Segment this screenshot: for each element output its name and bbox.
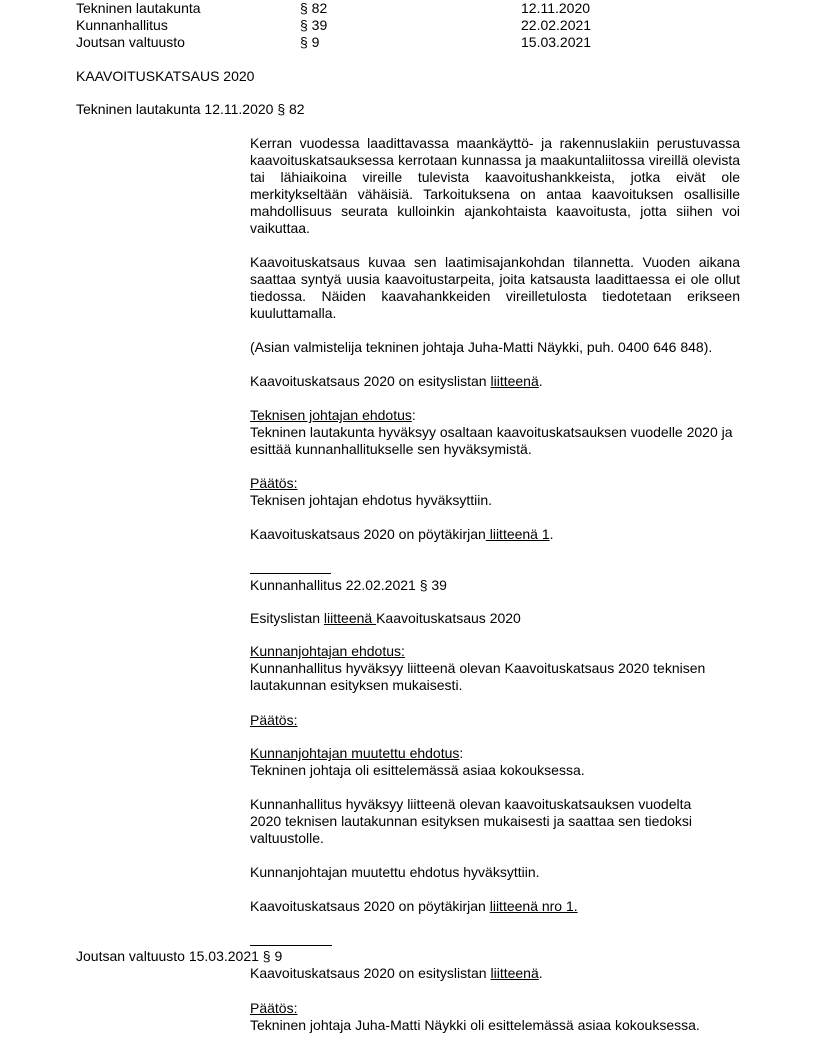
- board-paragraph-2: Kaavoituskatsaus kuvaa sen laatimisajankohdan tilannetta. Vuoden aikana saattaa syntyä uusia kaavoitustarpeita, joita katsausta laadittaessa ei ole ollut tiedossa. Näiden kaavahankkeiden vireilletulosta tiedotetaan erikseen kuuluttamalla.: [250, 254, 740, 321]
- council-approval-text: Kunnanhallitus hyväksyy liitteenä olevan kaavoituskatsauksen vuodelta 2020 teknisen lautakunnan esityksen mukaisesti ja saattaa sen tiedoksi valtuustolle.: [250, 796, 693, 846]
- council-modified-colon: :: [459, 745, 464, 761]
- section-divider-1: [250, 573, 331, 574]
- council-proposal-text: Kunnanhallitus hyväksyy liitteenä olevan Kaavoituskatsaus 2020 teknisen lautakunnan esityksen mukaisesti.: [250, 660, 706, 693]
- board-minutes-end: .: [549, 526, 554, 542]
- board-attachment-end: .: [538, 373, 543, 389]
- board-proposal-colon: :: [411, 407, 416, 423]
- board-minutes-text: Kaavoituskatsaus 2020 on pöytäkirjan: [250, 526, 486, 542]
- header-date-2: 22.02.2021: [521, 17, 592, 33]
- board-minutes-line: [250, 526, 740, 543]
- header-section-3: § 9: [300, 34, 320, 50]
- council-agenda-suffix: Kaavoituskatsaus 2020: [376, 610, 521, 626]
- header-body-2: Kunnanhallitus: [76, 17, 168, 33]
- assembly-decision-label: Päätös:: [250, 1000, 298, 1016]
- council-agenda-link[interactable]: liitteenä: [323, 610, 377, 626]
- board-attachment-link[interactable]: liitteenä: [490, 373, 539, 389]
- council-minutes-link[interactable]: liitteenä nro 1.: [489, 898, 578, 914]
- assembly-decision-text: Tekninen johtaja Juha-Matti Näykki oli esittelemässä asiaa kokouksessa.: [250, 1017, 700, 1033]
- council-modified-label: Kunnanjohtajan muutettu ehdotus: [250, 745, 460, 761]
- header-date-3: 15.03.2021: [521, 34, 592, 50]
- council-modified-text: Tekninen johtaja oli esittelemässä asiaa kokouksessa.: [250, 762, 585, 778]
- council-heading: Kunnanhallitus 22.02.2021 § 39: [250, 577, 447, 593]
- assembly-attachment-text: Kaavoituskatsaus 2020 on esityslistan: [250, 965, 491, 981]
- council-agenda-line: [250, 610, 740, 627]
- council-agenda-prefix: Esityslistan: [250, 610, 324, 626]
- document-title: KAAVOITUSKATSAUS 2020: [76, 68, 255, 84]
- header-date-1: 12.11.2020: [521, 0, 591, 16]
- header-body-3: Joutsan valtuusto: [76, 34, 185, 50]
- assembly-attachment-line: [250, 965, 740, 982]
- council-minutes-text: Kaavoituskatsaus 2020 on pöytäkirjan: [250, 898, 490, 914]
- board-decision-label: Päätös:: [250, 475, 298, 491]
- council-decision-label: Päätös:: [250, 712, 298, 728]
- board-decision-text: Teknisen johtajan ehdotus hyväksyttiin.: [250, 492, 493, 508]
- council-minutes-line: [250, 898, 740, 915]
- council-proposal-label: Kunnanjohtajan ehdotus:: [250, 643, 405, 659]
- board-subheading: Tekninen lautakunta 12.11.2020 § 82: [76, 101, 305, 117]
- board-preparer: (Asian valmistelija tekninen johtaja Juha-Matti Näykki, puh. 0400 646 848).: [250, 339, 713, 355]
- header-section-2: § 39: [300, 17, 328, 33]
- header-body-1: Tekninen lautakunta: [76, 0, 201, 16]
- assembly-attachment-link[interactable]: liitteenä: [490, 965, 539, 981]
- header-section-1: § 82: [300, 0, 328, 16]
- section-divider-2: [250, 945, 332, 946]
- council-accepted-text: Kunnanjohtajan muutettu ehdotus hyväksyttiin.: [250, 864, 540, 880]
- board-proposal-text: Tekninen lautakunta hyväksyy osaltaan kaavoituskatsauksen vuodelle 2020 ja esittää kunnanhallitukselle sen hyväksymistä.: [250, 424, 733, 457]
- board-proposal-label-line: [250, 407, 740, 424]
- board-proposal-label: Teknisen johtajan ehdotus: [250, 407, 412, 423]
- board-attachment-line: [250, 373, 740, 390]
- board-paragraph-1: Kerran vuodessa laadittavassa maankäyttö- ja rakennuslakiin perustuvassa kaavoituskatsauksessa kerrotaan kunnassa ja maakuntaliitossa vireillä olevista tai lähiaikoina vireille tulevista kaavoitushankkeista, jotka eivät ole merkitykseltään vähäisiä. Tarkoituksena on antaa kaavoituksen osallisille mahdollisuus seurata kulloinkin ajankohtaista kaavoitusta, jotta siihen voi vaikuttaa.: [250, 135, 740, 236]
- board-attachment-text: Kaavoituskatsaus 2020 on esityslistan: [250, 373, 491, 389]
- assembly-heading: Joutsan valtuusto 15.03.2021 § 9: [76, 948, 283, 964]
- council-modified-label-line: [250, 745, 740, 762]
- board-minutes-link[interactable]: liitteenä 1: [485, 526, 550, 542]
- assembly-attachment-end: .: [538, 965, 543, 981]
